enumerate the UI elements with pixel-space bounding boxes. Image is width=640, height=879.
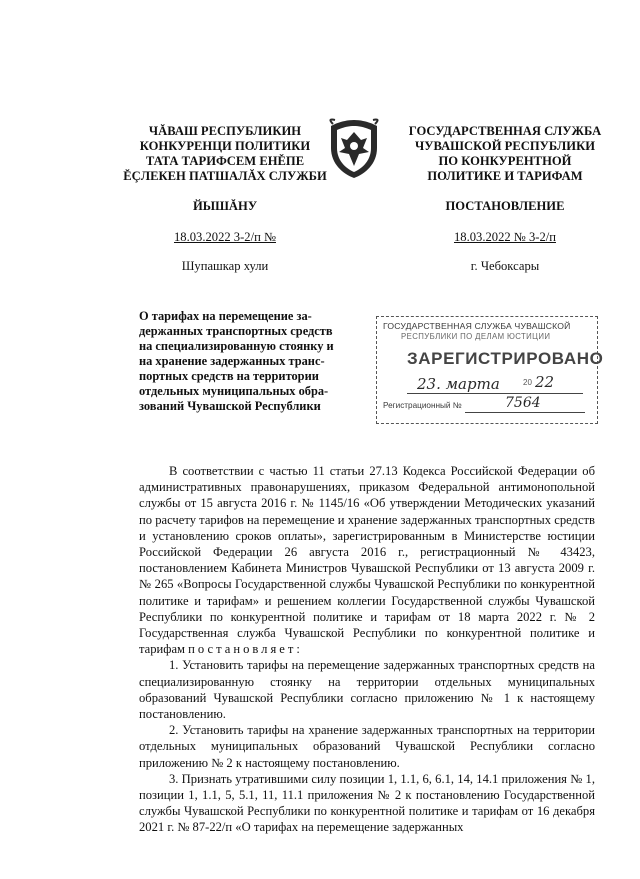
document-body — [139, 463, 595, 836]
stamp-reg-underline — [465, 412, 585, 413]
stamp-line-1: ГОСУДАРСТВЕННАЯ СЛУЖБА ЧУВАШСКОЙ — [383, 321, 571, 331]
title-line: на специализированную стоянку и — [139, 339, 334, 353]
title-line: зований Чувашской Республики — [139, 399, 321, 413]
doc-number-chuvash-text: 18.03.2022 3-2/п № — [173, 230, 276, 244]
stamp-year-prefix: 20 — [523, 378, 532, 387]
header-left-line: КОНКУРЕНЦИ ПОЛИТИКИ — [139, 139, 311, 153]
header-left-chuvash — [120, 124, 330, 184]
stamp-date-handwritten: 23. марта — [417, 375, 500, 393]
header-left-line: ТАТА ТАРИФСЕМ ЕНĚПЕ — [145, 154, 305, 168]
header-left-line: ЧĂВАШ РЕСПУБЛИКИН — [148, 124, 302, 138]
body-paragraph-1 — [139, 463, 595, 657]
header-right-russian — [400, 124, 610, 184]
body-paragraph-3: 2. Установить тарифы на хранение задержанных транспортных на территории отдельных муниципальных образований Чувашской Республики согласно приложению № 2 к настоящему постановлению. — [139, 723, 595, 770]
doc-number-russian — [400, 230, 610, 245]
doc-number-chuvash — [120, 230, 330, 245]
body-paragraph-1-text: В соответствии с частью 11 статьи 27.13 Кодекса Российской Федерации об административных правонарушениях, приказом Федеральной антимонопольной службы от 15 августа 2016 г. № 1145/16 «Об утверждении Методических указаний по расчету тарифов на перемещение и хранение задержанных транспортных средств и установлению сроков оплаты», зарегистрированным в Министерстве юстиции Российской Федерации 26 августа 2016 г., регистрационный № 43423, постановлением Кабинета Министров Чувашской Республики от 13 августа 2009 г. № 265 «Вопросы Государственной службы Чувашской Республики по конкурентной политике и тарифам» и решением коллегии Государственной службы Чувашской Республики по конкурентной политике и тарифам от 18 марта 2022 г. № 2 Государственная служба Чувашской Республики по конкурентной политике и тарифам — [139, 464, 595, 657]
stamp-year-handwritten: 22 — [535, 373, 555, 391]
doctype-russian: ПОСТАНОВЛЕНИЕ — [445, 199, 565, 213]
place-chuvash: Шупашкар хули — [181, 259, 269, 273]
header-right-line: ЧУВАШСКОЙ РЕСПУБЛИКИ — [414, 139, 595, 153]
doctype-chuvash: ЙЫШĂНУ — [192, 199, 258, 213]
stamp-reg-label: Регистрационный № — [383, 401, 462, 410]
header-right-line: ПОЛИТИКЕ И ТАРИФАМ — [427, 169, 583, 183]
title-line: на хранение задержанных транс- — [139, 354, 325, 368]
doc-number-russian-text: 18.03.2022 № 3-2/п — [453, 230, 556, 244]
body-paragraph-2: 1. Установить тарифы на перемещение задержанных транспортных средств на специализированную стоянку на территории отдельных муниципальных образований Чувашской Республики согласно приложению № 1 к настоящему постановлению. — [139, 658, 595, 722]
stamp-date-underline — [407, 393, 583, 394]
header-right-line: ГОСУДАРСТВЕННАЯ СЛУЖБА — [408, 124, 602, 138]
title-line: О тарифах на перемещение за- — [139, 309, 312, 323]
stamp-reg-row — [383, 395, 541, 411]
stamp-reg-number: 7564 — [505, 395, 541, 411]
coat-of-arms-emblem — [327, 118, 381, 180]
title-line: портных средств на территории — [139, 369, 319, 383]
place-russian: г. Чебоксары — [470, 259, 540, 273]
body-resolves-word: постановляет: — [188, 642, 303, 657]
title-line: держанных транспортных средств — [139, 324, 333, 338]
stamp-date — [417, 373, 555, 393]
header-left-line: ĔÇЛЕКЕН ПАТШАЛĂХ СЛУЖБИ — [123, 169, 327, 183]
stamp-registered: ЗАРЕГИСТРИРОВАНО — [407, 349, 604, 368]
body-paragraph-4: 3. Признать утратившими силу позиции 1, 1.1, 6, 6.1, 14, 14.1 приложения № 1, позиции 1, 1.1, 5, 5.1, 11, 11.1 приложения № 2 к постановлению Государственной службы Чувашской Республики по конкурентной политике и тарифам от 16 декабря 2021 г. № 87-22/п «О тарифах на перемещение задержанных — [139, 771, 595, 835]
document-title — [139, 309, 349, 414]
header-right-line: ПО КОНКУРЕНТНОЙ — [438, 154, 572, 168]
title-line: отдельных муниципальных обра- — [139, 384, 329, 398]
stamp-line-2: РЕСПУБЛИКИ ПО ДЕЛАМ ЮСТИЦИИ — [401, 332, 551, 341]
registration-stamp — [376, 316, 604, 424]
